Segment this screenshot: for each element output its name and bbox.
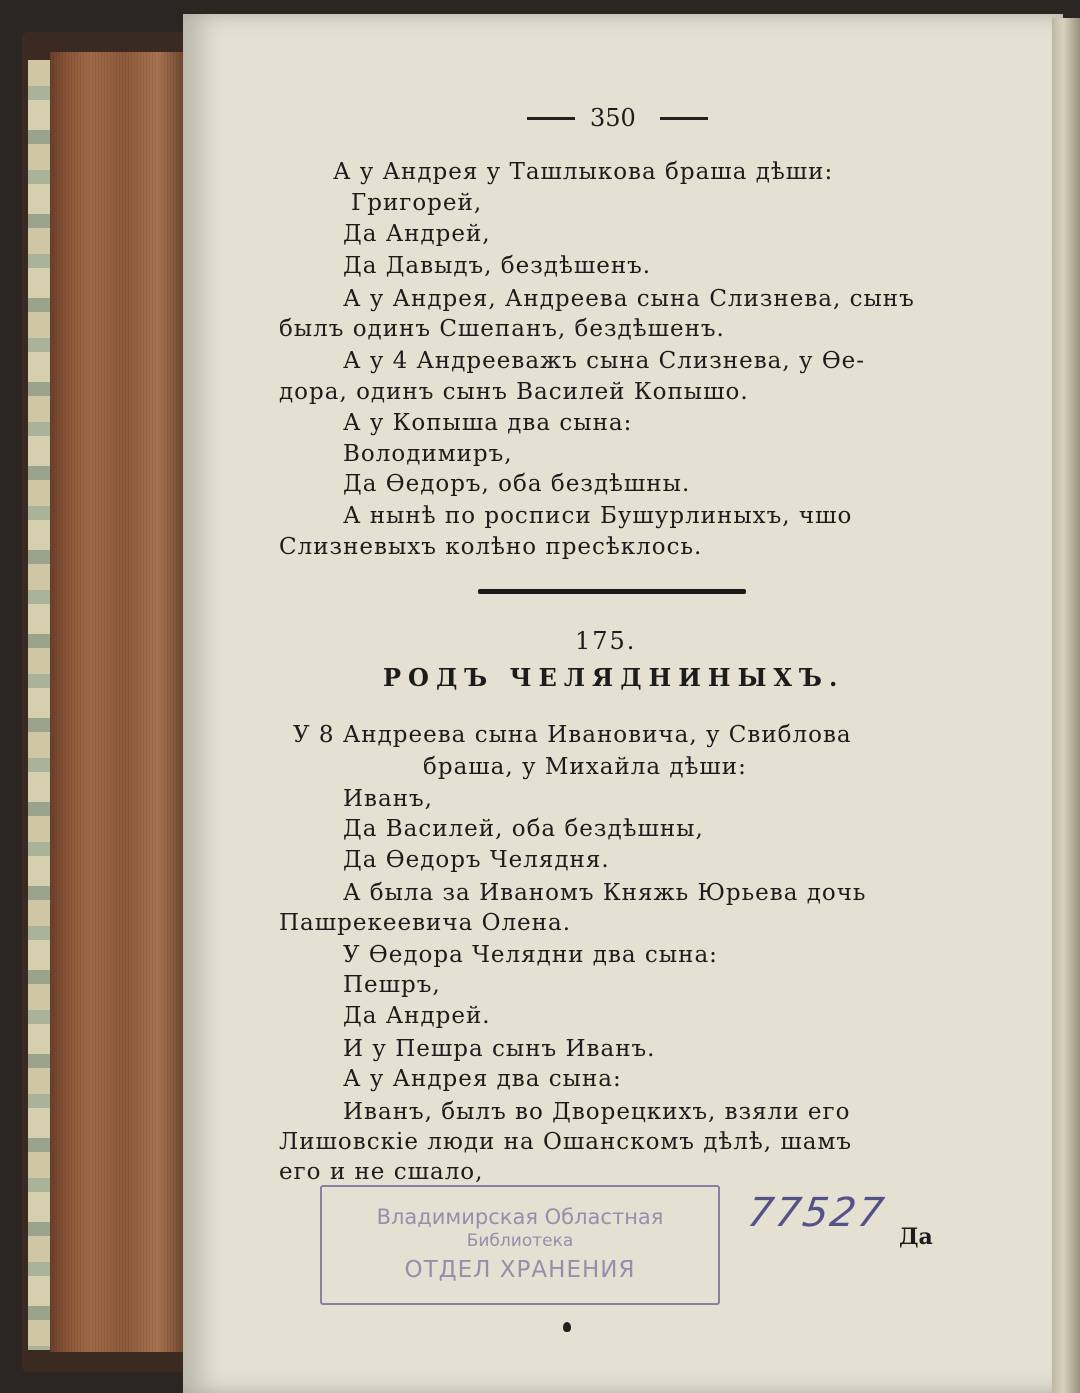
text-line: Пешръ, xyxy=(343,972,441,998)
text-line: У 8 Андреева сына Ивановича, у Свиблова xyxy=(293,722,852,748)
text-line: А у 4 Андрееважъ сына Слизнева, у Ѳе- xyxy=(343,348,866,374)
facing-page-edge xyxy=(1052,18,1080,1393)
text-line: Да Ѳедоръ Челядня. xyxy=(343,847,610,873)
catchword: Да xyxy=(899,1224,933,1250)
header-rule-left xyxy=(527,117,575,120)
text-line: Да Андрей, xyxy=(343,221,491,247)
page-number: 350 xyxy=(590,104,636,132)
section-divider xyxy=(478,589,746,594)
stamp-line-1: Владимирская Областная xyxy=(376,1205,664,1229)
header-rule-right xyxy=(660,117,708,120)
text-line: дора, одинъ сынъ Василей Копышо. xyxy=(279,379,749,405)
section-title: РОДЪ ЧЕЛЯДНИНЫХЪ. xyxy=(383,663,845,692)
text-line: А у Копыша два сына: xyxy=(343,410,633,436)
text-line: Да Андрей. xyxy=(343,1003,491,1029)
text-line: Володимиръ, xyxy=(343,441,513,467)
book-fore-edge xyxy=(50,52,185,1352)
ornament-icon xyxy=(563,1322,571,1332)
text-line: А у Андрея, Андреева сына Слизнева, сынъ xyxy=(343,286,915,312)
text-line: Иванъ, былъ во Дворецкихъ, взяли его xyxy=(343,1099,851,1125)
text-line: Григорей, xyxy=(351,190,483,216)
text-line: былъ одинъ Сшепанъ, бездѣшенъ. xyxy=(279,316,725,342)
text-line: Да Василей, оба бездѣшны, xyxy=(343,816,704,842)
text-line: Да Ѳедоръ, оба бездѣшны. xyxy=(343,471,691,497)
text-line: Да Давыдъ, бездѣшенъ. xyxy=(343,253,652,279)
text-line: Лишовскiе люди на Ошанскомъ дѣлѣ, шамъ xyxy=(279,1129,852,1155)
text-line: А нынѣ по росписи Бушурлиныхъ, чшо xyxy=(343,503,853,529)
text-line: Слизневыхъ колѣно пресѣклось. xyxy=(279,534,703,560)
marbled-cover-edge xyxy=(28,60,50,1350)
text-line: Пашрекеевича Олена. xyxy=(279,910,572,936)
library-stamp xyxy=(320,1185,720,1305)
text-line: А была за Ивано​мъ Княжь Юрьева дочь xyxy=(343,880,867,906)
text-line: И у Пешра сынъ Иванъ. xyxy=(343,1036,656,1062)
section-number: 175. xyxy=(575,627,637,655)
stamp-line-3: ОТДЕЛ ХРАНЕНИЯ xyxy=(404,1257,636,1283)
text-line: А у Андрея два сына: xyxy=(343,1066,622,1092)
stamp-line-2: Библиотека xyxy=(466,1231,574,1251)
text-line: Иванъ, xyxy=(343,786,433,812)
text-line: его и не сшало, xyxy=(279,1159,484,1185)
text-line: А у Андрея у Ташлыкова браша дѣши: xyxy=(333,159,834,185)
text-line: У Ѳедора Челядни два сына: xyxy=(343,942,718,968)
inventory-number: 77527 xyxy=(744,1190,889,1236)
text-line: браша, у Михайла дѣши: xyxy=(423,754,747,780)
